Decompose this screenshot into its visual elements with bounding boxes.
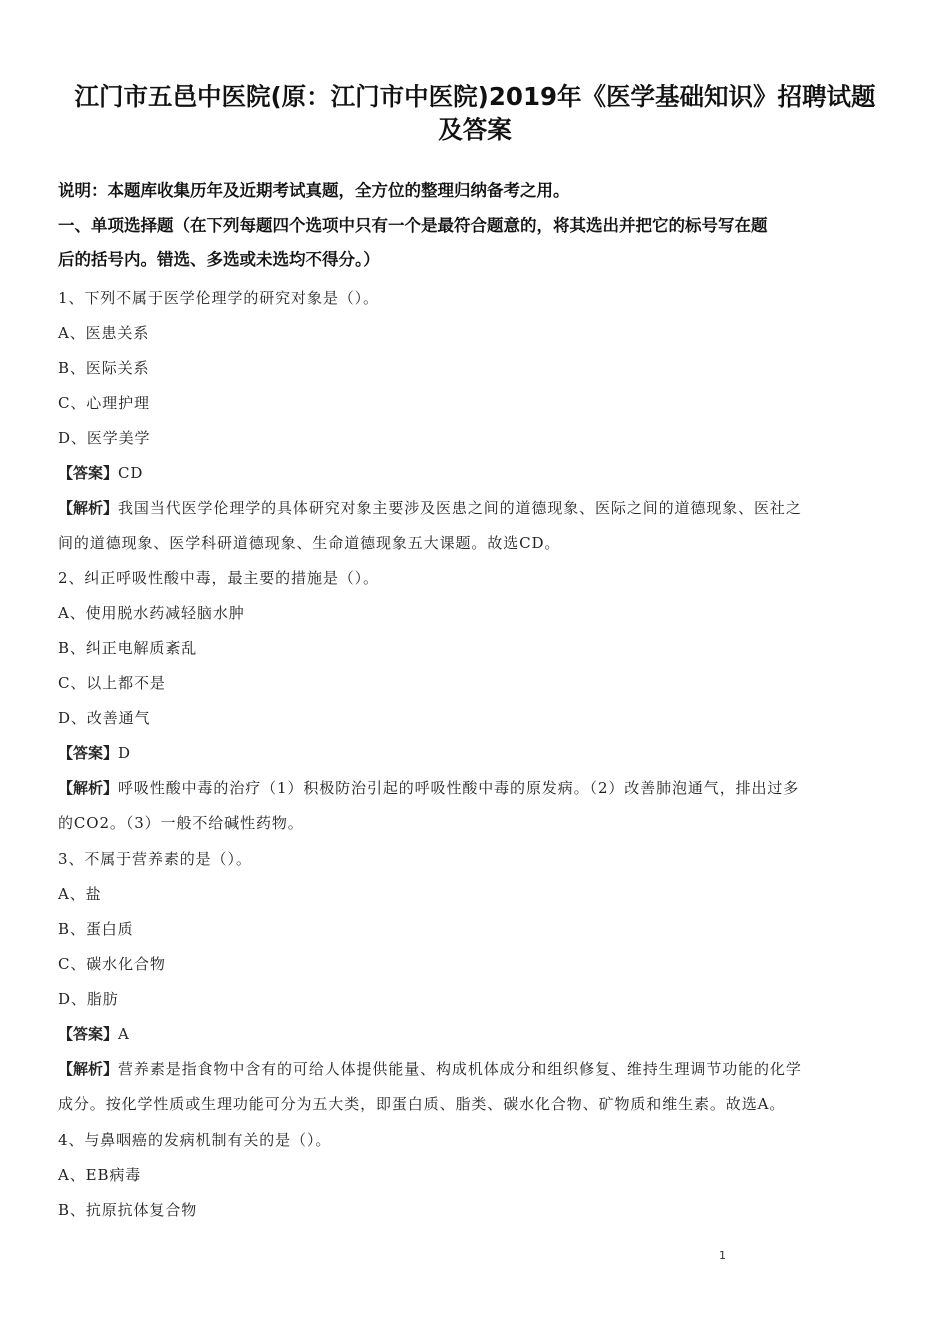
question-2-answer [58, 743, 908, 763]
question-3-option-b: B、蛋白质 [58, 920, 134, 938]
answer-label: 【答案】 [58, 744, 119, 762]
question-4-option-a: A、EB病毒 [58, 1166, 142, 1184]
answer-value: CD [118, 464, 144, 482]
question-4-stem: 4、与鼻咽癌的发病机制有关的是（）。 [58, 1131, 332, 1149]
question-3-analysis-line-1 [58, 1059, 908, 1079]
document-title [40, 80, 910, 146]
answer-label: 【答案】 [58, 464, 119, 482]
answer-label: 【答案】 [58, 1025, 119, 1043]
question-3-option-d: D、脂肪 [58, 990, 119, 1008]
question-3-analysis-line-2: 成分。按化学性质或生理功能可分为五大类，即蛋白质、脂类、碳水化合物、矿物质和维生素。故选A。 [58, 1095, 786, 1113]
intro-note: 说明：本题库收集历年及近期考试真题，全方位的整理归纳备考之用。 [58, 181, 570, 200]
analysis-text: 营养素是指食物中含有的可给人体提供能量、构成机体成分和组织修复、维持生理调节功能的化学 [118, 1060, 802, 1078]
question-3-option-a: A、盐 [58, 885, 102, 903]
title-line-1: 江门市五邑中医院(原：江门市中医院)2019年《医学基础知识》招聘试题 [74, 82, 876, 111]
question-2-analysis-line-2: 的CO2。（3）一般不给碱性药物。 [58, 814, 304, 832]
question-1-stem: 1、下列不属于医学伦理学的研究对象是（）。 [58, 289, 379, 307]
analysis-label: 【解析】 [58, 499, 119, 517]
question-2-option-c: C、以上都不是 [58, 674, 166, 692]
answer-value: D [118, 744, 131, 762]
question-3-answer [58, 1024, 908, 1044]
question-2-option-d: D、改善通气 [58, 709, 151, 727]
question-1-answer [58, 463, 908, 483]
question-1-analysis-line-1 [58, 498, 908, 518]
question-4-option-b: B、抗原抗体复合物 [58, 1201, 198, 1219]
analysis-text: 呼吸性酸中毒的治疗（1）积极防治引起的呼吸性酸中毒的原发病。（2）改善肺泡通气，排出过多 [118, 779, 800, 797]
analysis-label: 【解析】 [58, 1060, 119, 1078]
analysis-label: 【解析】 [58, 779, 119, 797]
section-heading-line-1: 一、单项选择题（在下列每题四个选项中只有一个是最符合题意的，将其选出并把它的标号写在题 [58, 216, 768, 235]
question-2-analysis-line-1 [58, 778, 908, 798]
question-1-option-b: B、医际关系 [58, 359, 150, 377]
question-1-analysis-line-2: 间的道德现象、医学科研道德现象、生命道德现象五大课题。故选CD。 [58, 534, 561, 552]
question-3-option-c: C、碳水化合物 [58, 955, 166, 973]
question-3-stem: 3、不属于营养素的是（）。 [58, 850, 252, 868]
answer-value: A [118, 1025, 130, 1043]
question-1-option-d: D、医学美学 [58, 429, 151, 447]
analysis-text: 我国当代医学伦理学的具体研究对象主要涉及医患之间的道德现象、医际之间的道德现象、医社之 [118, 499, 802, 517]
section-heading-line-2: 后的括号内。错选、多选或未选均不得分。） [58, 250, 380, 269]
question-2-option-b: B、纠正电解质紊乱 [58, 639, 198, 657]
question-2-stem: 2、纠正呼吸性酸中毒，最主要的措施是（）。 [58, 569, 379, 587]
page-number: 1 [719, 1249, 726, 1262]
question-2-option-a: A、使用脱水药减轻脑水肿 [58, 604, 245, 622]
question-1-option-c: C、心理护理 [58, 394, 150, 412]
title-line-2: 及答案 [438, 115, 512, 144]
question-1-option-a: A、医患关系 [58, 324, 150, 342]
